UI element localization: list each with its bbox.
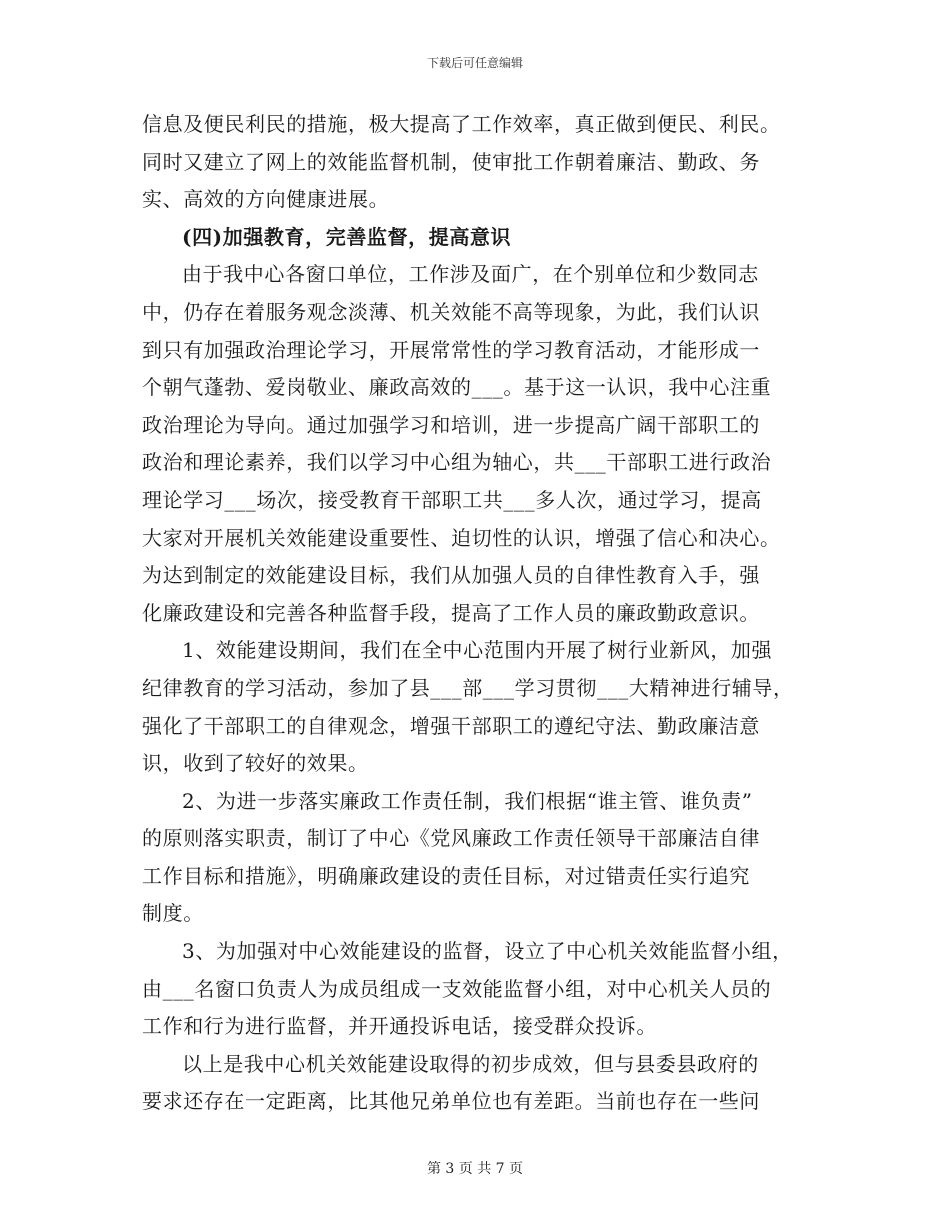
text-line: 1、效能建设期间，我们在全中心范围内开展了树行业新风，加强 [182, 638, 773, 663]
text-line: 中，仍存在着服务观念淡薄、机关效能不高等现象，为此，我们认识 [142, 299, 760, 324]
text-line: 纪律教育的学习活动，参加了县___部___学习贯彻___大精神进行辅导， [142, 675, 794, 700]
text-line: 大家对开展机关效能建设重要性、迫切性的认识，增强了信心和决心。 [142, 525, 781, 550]
text-line: 3、为加强对中心效能建设的监督，设立了中心机关效能监督小组， [182, 939, 793, 964]
text-line: 的原则落实职责，制订了中心《党风廉政工作责任领导干部廉洁自律 [142, 826, 760, 851]
text-line: 2、为进一步落实廉政工作责任制，我们根据“谁主管、谁负责” [182, 788, 753, 813]
text-line: 个朝气蓬勃、爱岗敬业、廉政高效的___。基于这一认识，我中心注重 [142, 375, 772, 400]
text-line: 信息及便民利民的措施，极大提高了工作效率，真正做到便民、利民。 [142, 112, 781, 136]
page-footer: 第 3 页 共 7 页 [426, 1161, 524, 1177]
text-line: 同时又建立了网上的效能监督机制，使审批工作朝着廉洁、勤政、务 [142, 149, 760, 174]
text-line: 政治和理论素养，我们以学习中心组为轴心，共___干部职工进行政治 [142, 450, 772, 475]
text-line: 实、高效的方向健康进展。 [142, 187, 390, 212]
page-header: 下载后可任意编辑 [426, 56, 523, 70]
text-line: 为达到制定的效能建设目标，我们从加强人员的自律性教育入手，强 [142, 563, 760, 588]
text-line: 要求还存在一定距离，比其他兄弟单位也有差距。当前也存在一些问 [142, 1089, 760, 1114]
text-line: 工作目标和措施》，明确廉政建设的责任目标，对过错责任实行追究 [142, 863, 750, 888]
text-line: 到只有加强政治理论学习，开展常常性的学习教育活动，才能形成一 [142, 337, 760, 362]
text-line: 由于我中心各窗口单位，工作涉及面广，在个别单位和少数同志 [182, 262, 759, 287]
section-heading: (四)加强教育，完善监督，提高意识 [182, 224, 512, 249]
text-line: 理论学习___场次，接受教育干部职工共___多人次，通过学习，提高 [142, 487, 762, 512]
text-line: 化廉政建设和完善各种监督手段，提高了工作人员的廉政勤政意识。 [142, 600, 760, 625]
text-line: 强化了干部职工的自律观念，增强干部职工的遵纪守法、勤政廉洁意 [142, 713, 760, 738]
text-line: 政治理论为导向。通过加强学习和培训，进一步提高广阔干部职工的 [142, 412, 760, 437]
text-line: 由___名窗口负责人为成员组成一支效能监督小组，对中心机关人员的 [142, 976, 772, 1001]
document-body [142, 106, 812, 1121]
text-line: 工作和行为进行监督，并开通投诉电话，接受群众投诉。 [142, 1014, 657, 1039]
text-line: 识，收到了较好的效果。 [142, 751, 369, 776]
text-line: 制度。 [142, 901, 204, 926]
text-line: 以上是我中心机关效能建设取得的初步成效，但与县委县政府的 [182, 1051, 759, 1076]
